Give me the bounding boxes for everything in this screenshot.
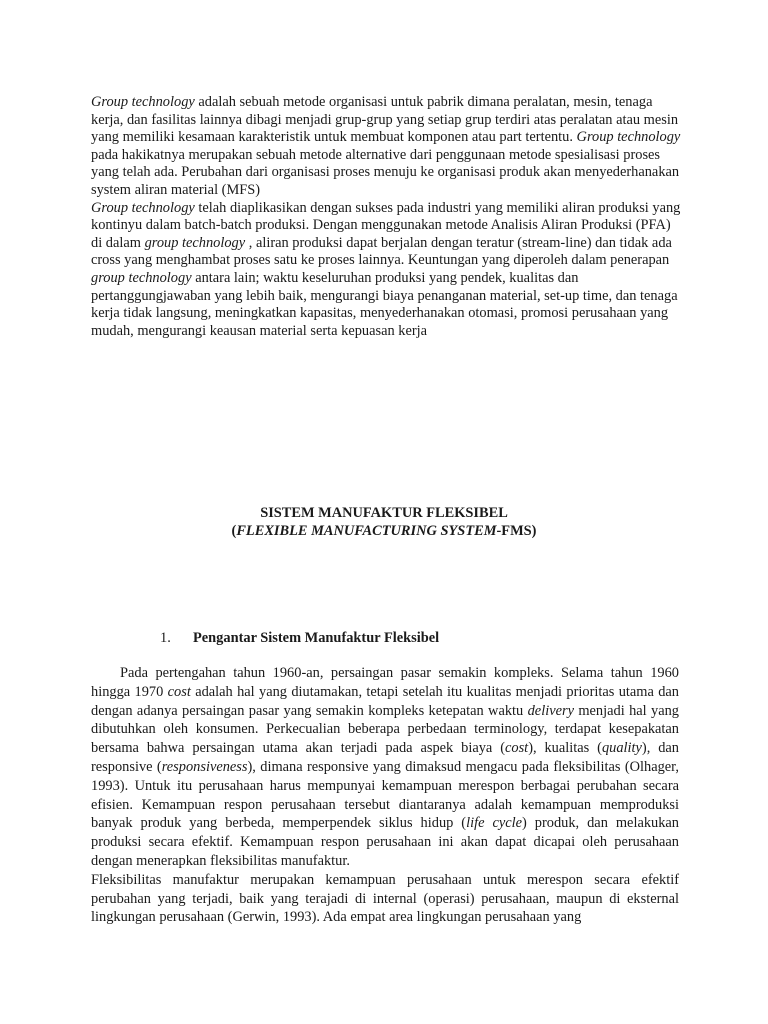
italic-term: Group technology xyxy=(576,129,681,146)
text-run: ) produk, dan melakukan produksi secara efektif. Kemampuan respon perusahaan ini akan dapat dicapai oleh perusahaan dengan menerapkan fleksibilitas manufaktur. xyxy=(91,815,680,869)
text-run: adalah hal yang diutamakan, tetapi setelah itu kualitas menjadi prioritas utama dan dengan adanya persaingan pasar yang semakin kompleks ketepatan waktu xyxy=(91,683,679,719)
italic-term: life cycle xyxy=(466,815,523,832)
text-run: , aliran produksi dapat berjalan dengan teratur (stream-line) dan tidak ada cross yang menghambat proses satu ke proses lainnya. Keuntungan yang diperoleh dalam penerapan xyxy=(91,234,672,269)
italic-term: quality xyxy=(601,740,642,757)
text-run: ), kualitas ( xyxy=(528,740,602,757)
italic-term: Group technology xyxy=(91,94,195,110)
body-section xyxy=(91,664,679,927)
italic-term: group technology xyxy=(91,269,192,286)
section-heading xyxy=(160,629,439,647)
text-run: adalah sebuah metode organisasi untuk pabrik dimana peralatan, mesin, tenaga kerja, dan fasilitas lainnya dibagi menjadi grup-grup yang setiap grup terdiri atas peralatan atau mesin yang memiliki kesamaan karakteristik untuk membuat komponen atau part tertentu. xyxy=(91,94,679,146)
text-run: Fleksibilitas manufaktur merupakan kemampuan perusahaan untuk merespon secara efektif perubahan yang terjadi, baik yang terajadi di internal (operasi) perusahaan, maupun di eksternal lingkungan perusahaan (Gerwin, 1993). Ada empat area lingkungan perusahaan yang xyxy=(91,871,679,926)
section-title: Pengantar Sistem Manufaktur Fleksibel xyxy=(193,630,440,646)
text-run: ), dan responsive ( xyxy=(91,740,679,775)
chapter-title: SISTEM MANUFAKTUR FLEKSIBEL xyxy=(260,505,508,521)
chapter-heading xyxy=(0,505,768,540)
intro-paragraph-1 xyxy=(91,94,681,200)
text-run: ), dimana responsive yang dimaksud mengacu pada fleksibilitas (Olhager, 1993). Untuk itu perusahaan harus mempunyai kemampuan merespon berbagai perubahan secara efisien. Kemampuan respon perusahaan tersebut diantaranya adalah kemampuan memproduksi banyak produk yang berbeda, memperpendek siklus hidup ( xyxy=(91,758,679,832)
text-run: menjadi hal yang dibutuhkan oleh konsumen. Perkecualian beberapa perbedaan terminology, terdapat kesepakatan bersama bahwa persaingan utama akan terjadi pada aspek biaya ( xyxy=(91,702,679,757)
text-run: Pada pertengahan tahun 1960-an, persaingan pasar semakin kompleks. Selama tahun 1960 hingga 1970 xyxy=(91,665,679,700)
body-paragraph-2 xyxy=(91,871,679,927)
text-run: antara lain; waktu keseluruhan produksi yang pendek, kualitas dan pertanggungjawaban yang lebih baik, mengurangi biaya penanganan material, set-up time, dan tenaga kerja tidak langsung, meningkatkan kapasitas, menyederhanakan otomasi, promosi perusahaan yang mudah, mengurangi keausan material serta kepuasan kerja xyxy=(91,269,678,339)
text-run: telah diaplikasikan dengan sukses pada industri yang memiliki aliran produksi yang kontinyu dalam batch-batch produksi. Dengan menggunakan metode Analisis Aliran Produksi (PFA) di dalam xyxy=(91,199,681,251)
body-paragraph-1 xyxy=(91,664,679,871)
italic-term: cost xyxy=(505,740,529,757)
intro-paragraph-2 xyxy=(91,200,681,341)
section-number: 1. xyxy=(160,630,171,646)
italic-term: responsiveness xyxy=(161,758,248,775)
intro-section xyxy=(91,94,681,340)
chapter-subtitle: (FLEXIBLE MANUFACTURING SYSTEM-FMS) xyxy=(231,522,537,539)
italic-term: cost xyxy=(167,683,191,700)
italic-term: delivery xyxy=(527,702,574,719)
text-run: pada hakikatnya merupakan sebuah metode alternative dari penggunaan metode spesialisasi proses yang telah ada. Perubahan dari organisasi proses menuju ke organisasi produk akan menyederhanakan system aliran material (MFS) xyxy=(91,146,680,198)
italic-term: group technology xyxy=(144,234,246,251)
italic-term: Group technology xyxy=(91,199,195,216)
